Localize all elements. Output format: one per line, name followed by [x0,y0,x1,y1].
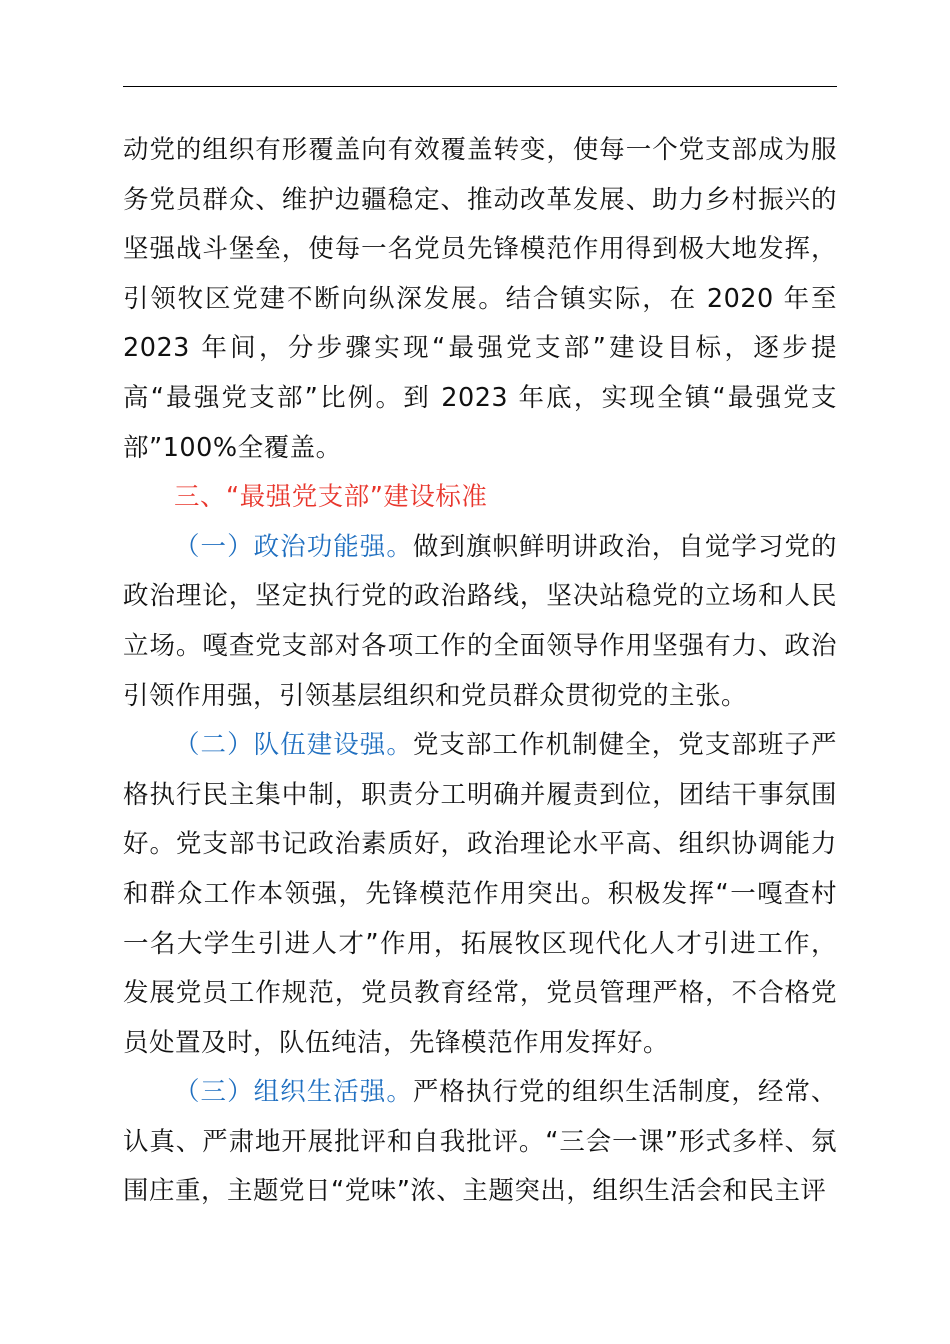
section-paragraph-1 [123,523,837,721]
section-paragraph-2 [123,721,837,1068]
header-rule [123,86,837,87]
body-paragraph [123,126,837,473]
document-body [123,126,837,1217]
paragraph-text: 做到旗帜鲜明讲政治，自觉学习党的政治理论，坚定执行党的政治路线，坚决站稳党的立场和人民立场。嘎查党支部对各项工作的全面领导作用坚强有力、政治引领作用强，引领基层组织和党员群众贯彻党的主张。 [123,531,837,711]
subsection-title: （一）政治功能强。 [174,531,413,562]
subsection-title: （二）队伍建设强。 [174,730,413,761]
section-heading [123,473,837,523]
subsection-title: （三）组织生活强。 [174,1077,413,1108]
section-paragraph-3 [123,1068,837,1217]
paragraph-text: 严格执行党的组织生活制度，经常、认真、严肃地开展批评和自我批评。“三会一课”形式多样、氛围庄重，主题党日“党味”浓、主题突出，组织生活会和民主评 [123,1077,837,1207]
heading-text: 三、“最强党支部”建设标准 [174,482,488,513]
paragraph-text: 动党的组织有形覆盖向有效覆盖转变，使每一个党支部成为服务党员群众、维护边疆稳定、推动改革发展、助力乡村振兴的坚强战斗堡垒，使每一名党员先锋模范作用得到极大地发挥，引领牧区党建不断向纵深发展。结合镇实际，在 2020 年至 2023 年间，分步骤实现“最强党支部”建设目标，逐步提高“最强党支部”比例。到 2023 年底，实现全镇“最强党支部”100%全覆盖。 [123,135,837,463]
paragraph-text: 党支部工作机制健全，党支部班子严格执行民主集中制，职责分工明确并履责到位，团结干事氛围好。党支部书记政治素质好，政治理论水平高、组织协调能力和群众工作本领强，先锋模范作用突出。积极发挥“一嘎查村一名大学生引进人才”作用，拓展牧区现代化人才引进工作，发展党员工作规范，党员教育经常，党员管理严格，不合格党员处置及时，队伍纯洁，先锋模范作用发挥好。 [123,730,837,1058]
